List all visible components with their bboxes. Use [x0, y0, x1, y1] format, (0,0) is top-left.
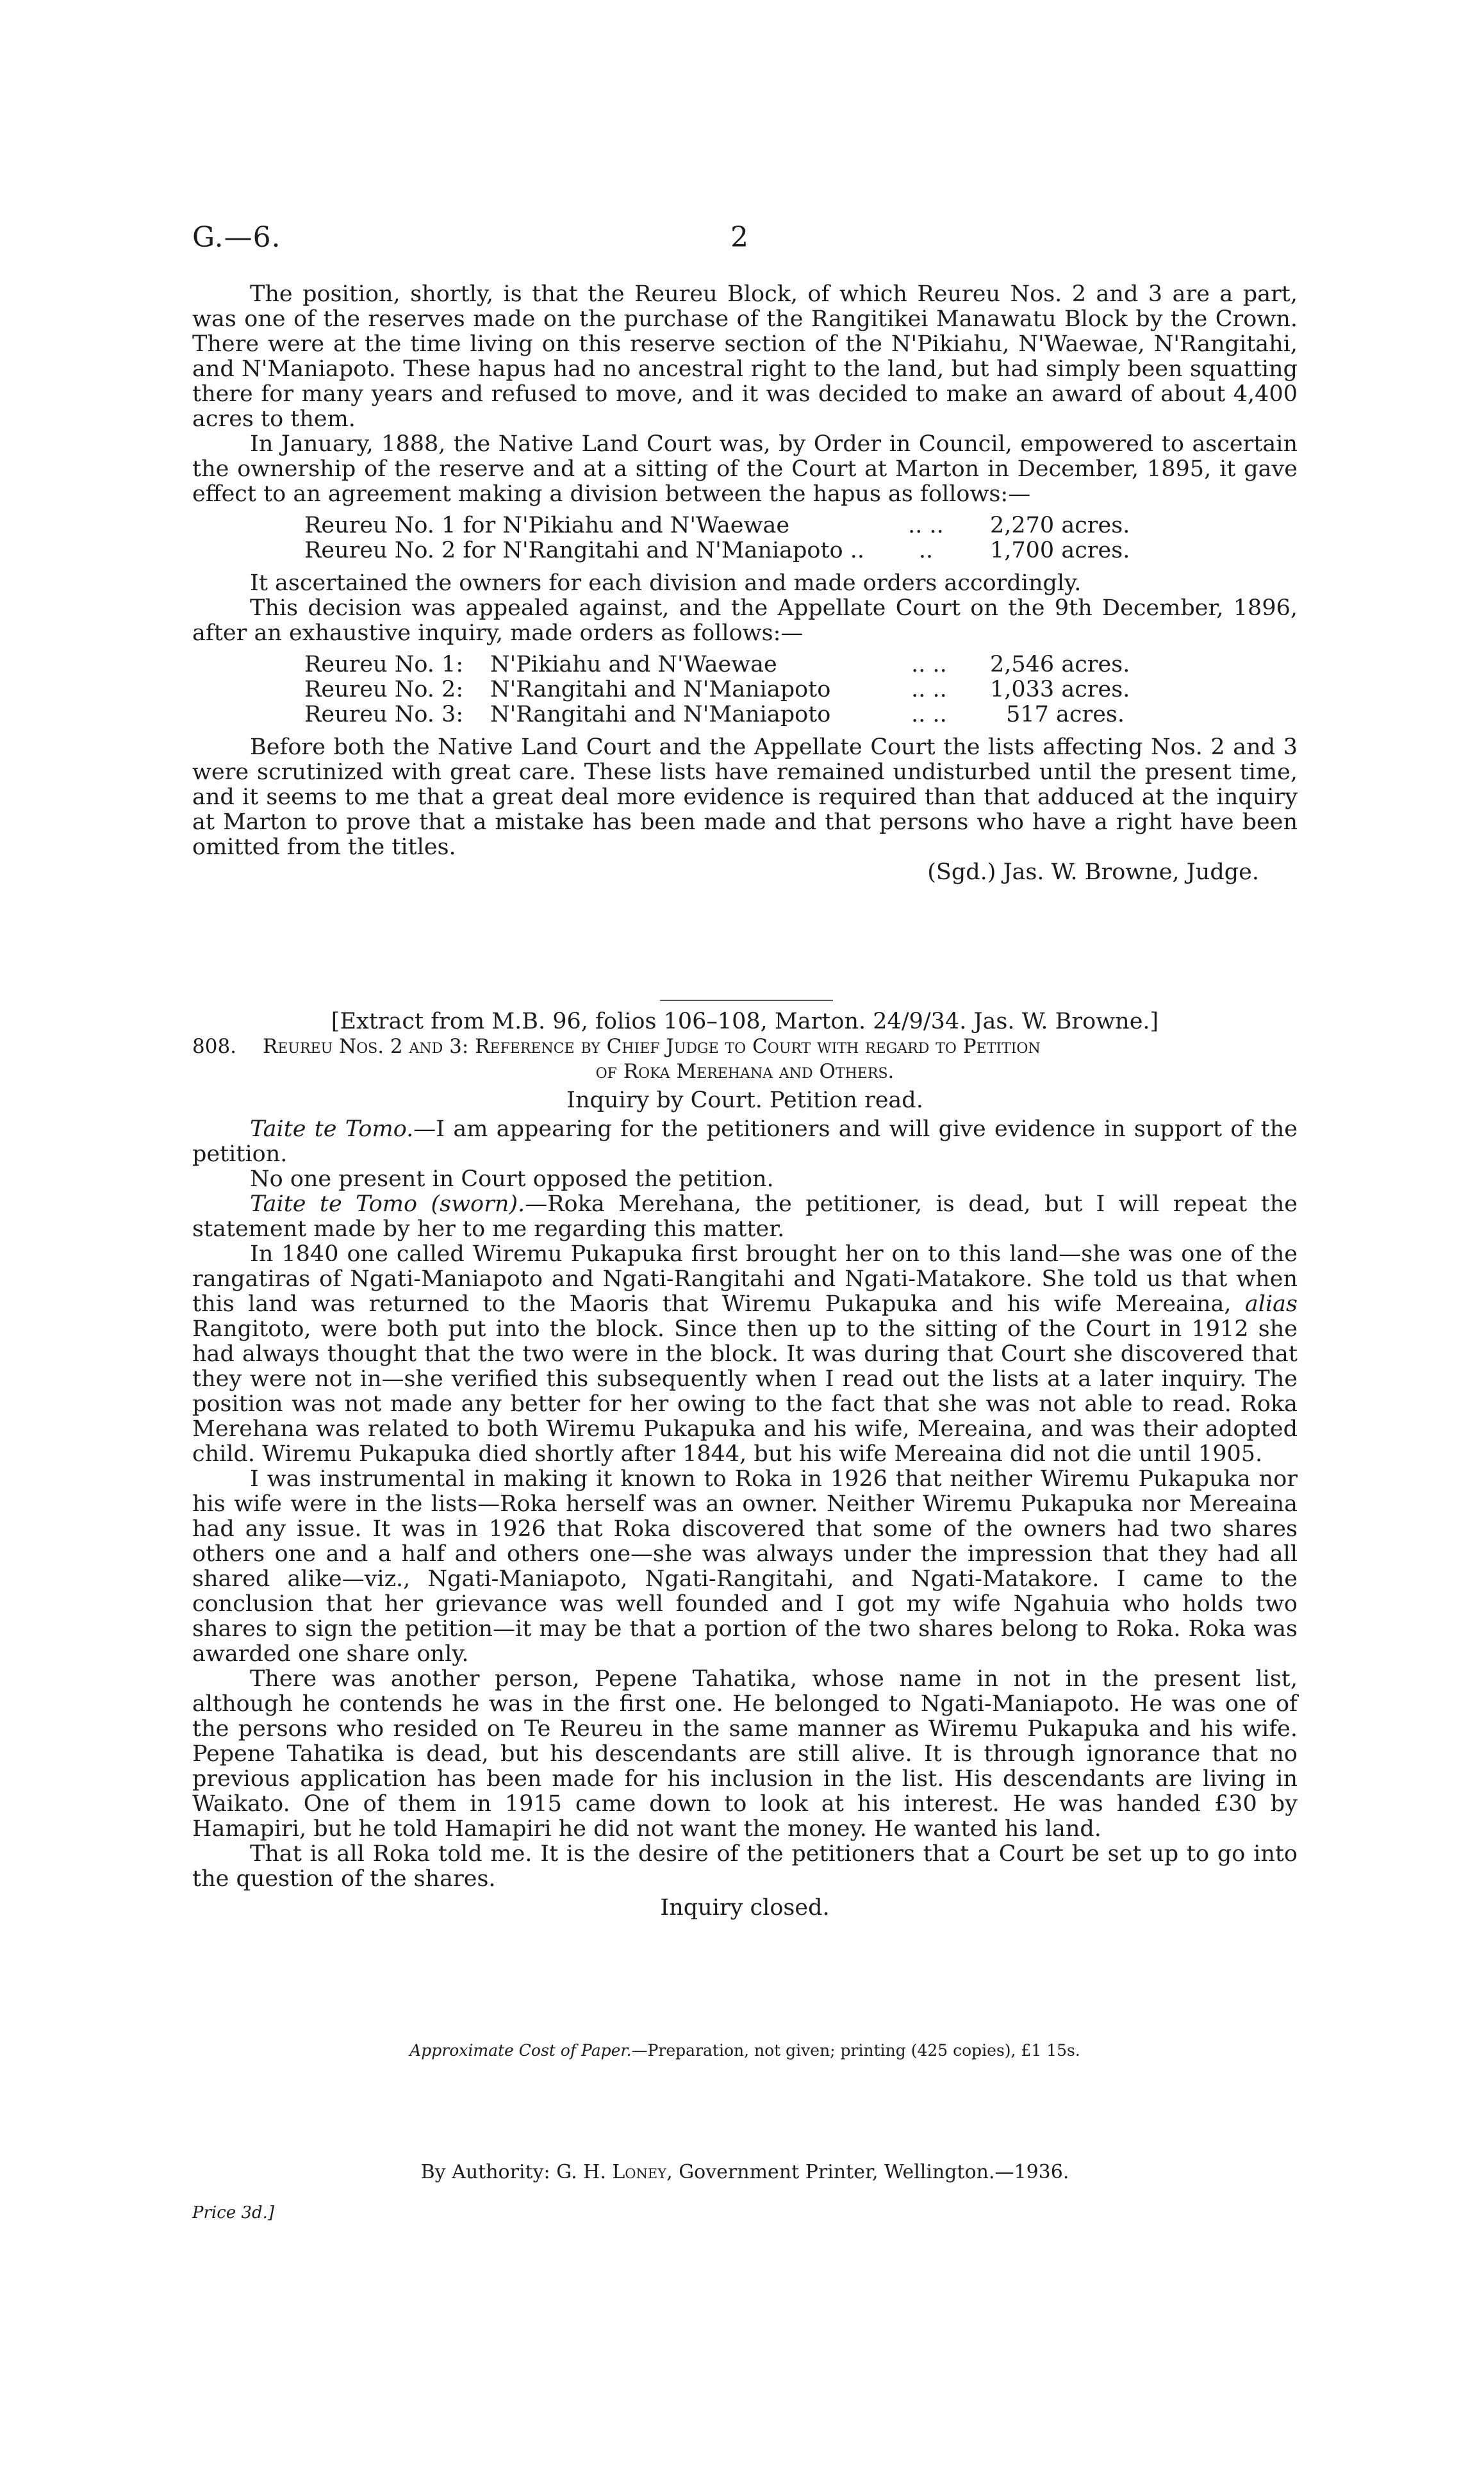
cost-label: Approximate Cost of Paper.	[409, 2041, 632, 2060]
page-number: 2	[730, 221, 748, 254]
inquiry-closed: Inquiry closed.	[660, 1895, 830, 1921]
section-divider	[660, 1000, 833, 1001]
judge-signature: (Sgd.) Jas. W. Browne, Judge.	[927, 859, 1259, 885]
list-item	[192, 702, 1298, 727]
speaker-name: Taite te Tomo (sworn).	[250, 1191, 525, 1217]
statement-text: In 1840 one called Wiremu Pukapuka first brought her on to this land—she was one of the rangatiras of Ngati-Maniapoto and Ngati-Rangitahi and Ngati-Matakore. She told us that when this land was returned to the Maoris that Wiremu Pukapuka and his wife Mereaina,	[192, 1241, 1298, 1317]
list-item	[192, 538, 1298, 563]
speaker-name: Taite te Tomo.	[250, 1116, 414, 1142]
inquiry-note: Inquiry by Court. Petition read.	[566, 1088, 923, 1113]
authority-suffix: Government Printer, Wellington.—1936.	[679, 2161, 1069, 2183]
list-item	[192, 513, 1298, 538]
printer-name: G. H. Loney,	[556, 2161, 673, 2183]
list-item-dots: ..	[918, 538, 934, 563]
list-item-dots: .. ..	[911, 652, 947, 677]
statement-2: No one present in Court opposed the petition.	[250, 1166, 774, 1192]
alias-word: alias	[1244, 1291, 1298, 1317]
list-item-parties: N'Rangitahi and N'Maniapoto	[490, 702, 831, 727]
division-list-1	[192, 513, 1298, 563]
heading-line-1: Reureu Nos. 2 and 3: Reference by Chief Judge to Court with regard to Petition	[263, 1035, 1041, 1058]
statement-6: There was another person, Pepene Tahatika, whose name in not in the present list, although he contends he was in the first one. He belonged to Ngati-Maniapoto. He was one of the persons who resided on Te Reureu in the same manner as Wiremu Pukapuka and his wife. Pepene Tahatika is dead, but his descendants are still alive. It is through ignorance that no previous application has been made for his inclusion in the list. His descendants are living in Waikato. One of them in 1915 came down to look at his interest. He was handed £30 by Hamapiri, but he told Hamapiri he did not want the money. He wanted his land.	[192, 1666, 1298, 1842]
extract-heading	[192, 1034, 1298, 1059]
list-item-label: Reureu No. 2:	[304, 677, 464, 702]
division-list-2	[192, 652, 1298, 727]
list-item-area: 1,700 acres.	[990, 538, 1130, 563]
statement-3	[192, 1192, 1298, 1242]
list-item-label: Reureu No. 3:	[304, 702, 464, 727]
list-item	[192, 652, 1298, 677]
statement-5: I was instrumental in making it known to Roka in 1926 that neither Wiremu Pukapuka nor his wife were in the lists—Roka herself was an owner. Neither Wiremu Pukapuka nor Mereaina had any issue. It was in 1926 that Roka discovered that some of the owners had two shares others one and a half and others one—she was always under the impression that they had all shared alike—viz., Ngati-Maniapoto, Ngati-Rangitahi, and Ngati-Matakore. I came to the conclusion that her grievance was well founded and I got my wife Ngahuia who holds two shares to sign the petition—it may be that a portion of the two shares belong to Roka. Roka was awarded one share only.	[192, 1466, 1298, 1667]
statement-4	[192, 1242, 1298, 1467]
heading-line-2: of Roka Merehana and Others.	[595, 1060, 895, 1083]
statement-text: —Roka Merehana, the petitioner, is dead, but I will repeat the statement made by her to me regarding this matter.	[192, 1191, 1298, 1242]
intro-paragraph-2: In January, 1888, the Native Land Court was, by Order in Council, empowered to ascertain the ownership of the reserve and at a sitting of the Court at Marton in December, 1895, it gave effect to an agreement making a division between the hapus as follows:—	[192, 431, 1298, 507]
cost-text: —Preparation, not given; printing (425 copies), £1 15s.	[631, 2041, 1080, 2060]
list-item	[192, 677, 1298, 702]
intro-paragraph-1: The position, shortly, is that the Reureu Block, of which Reureu Nos. 2 and 3 are a part, was one of the reserves made on the purchase of the Rangitikei Manawatu Block by the Crown. There were at the time living on this reserve section of the N'Pikiahu, N'Waewae, N'Rangitahi, and N'Maniapoto. These hapus had no ancestral right to the land, but had simply been squatting there for many years and refused to move, and it was decided to make an award of about 4,400 acres to them.	[192, 281, 1298, 432]
list-item-label: Reureu No. 2 for N'Rangitahi and N'Maniapoto ..	[304, 538, 865, 563]
list-item-label: Reureu No. 1 for N'Pikiahu and N'Waewae	[304, 513, 790, 538]
list-item-dots: .. ..	[911, 677, 947, 702]
intro-section	[192, 282, 1298, 885]
list-item-area: 2,270 acres.	[990, 513, 1130, 538]
statement-text: —I am appearing for the petitioners and will give evidence in support of the petition.	[192, 1116, 1298, 1167]
statement-1	[192, 1117, 1298, 1167]
list-item-parties: N'Pikiahu and N'Waewae	[490, 652, 777, 677]
list-item-dots: .. ..	[911, 702, 947, 727]
extract-source: [Extract from M.B. 96, folios 106–108, Marton. 24/9/34. Jas. W. Browne.]	[331, 1009, 1159, 1034]
list-item-area: 2,546 acres.	[990, 652, 1130, 677]
report-reference: G.—6.	[192, 221, 281, 254]
list-item-dots: .. ..	[908, 513, 944, 538]
price-note: Price 3d.]	[192, 2203, 275, 2222]
list-item-area: 517 acres.	[1006, 702, 1125, 727]
list-item-area: 1,033 acres.	[990, 677, 1130, 702]
intro-paragraph-5: Before both the Native Land Court and the Appellate Court the lists affecting Nos. 2 and 3 were scrutinized with great care. These lists have remained undisturbed until the present time, and it seems to me that a great deal more evidence is required than that adduced at the inquiry at Marton to prove that a mistake has been made and that persons who have a right have been omitted from the titles.	[192, 734, 1298, 860]
extract-section	[192, 1009, 1298, 1921]
authority-prefix: By Authority:	[420, 2161, 550, 2183]
intro-paragraph-3: It ascertained the owners for each division and made orders accordingly.	[250, 570, 1082, 596]
list-item-parties: N'Rangitahi and N'Maniapoto	[490, 677, 831, 702]
list-item-label: Reureu No. 1:	[304, 652, 464, 677]
printer-authority	[192, 2161, 1298, 2183]
statement-7: That is all Roka told me. It is the desire of the petitioners that a Court be set up to go into the question of the shares.	[192, 1841, 1298, 1892]
heading-number: 808.	[192, 1035, 237, 1058]
statement-text: Rangitoto, were both put into the block. Since then up to the sitting of the Court in 1912 she had always thought that the two were in the block. It was during that Court she discovered that they were not in—she verified this subsequently when I read out the lists at a later inquiry. The position was not made any better for her owing to the fact that she was not able to read. Roka Merehana was related to both Wiremu Pukapuka and his wife, Mereaina, and was their adopted child. Wiremu Pukapuka died shortly after 1844, but his wife Mereaina did not die until 1905.	[192, 1316, 1298, 1467]
intro-paragraph-4: This decision was appealed against, and the Appellate Court on the 9th December, 1896, after an exhaustive inquiry, made orders as follows:—	[192, 595, 1298, 646]
cost-of-paper	[192, 2041, 1298, 2060]
